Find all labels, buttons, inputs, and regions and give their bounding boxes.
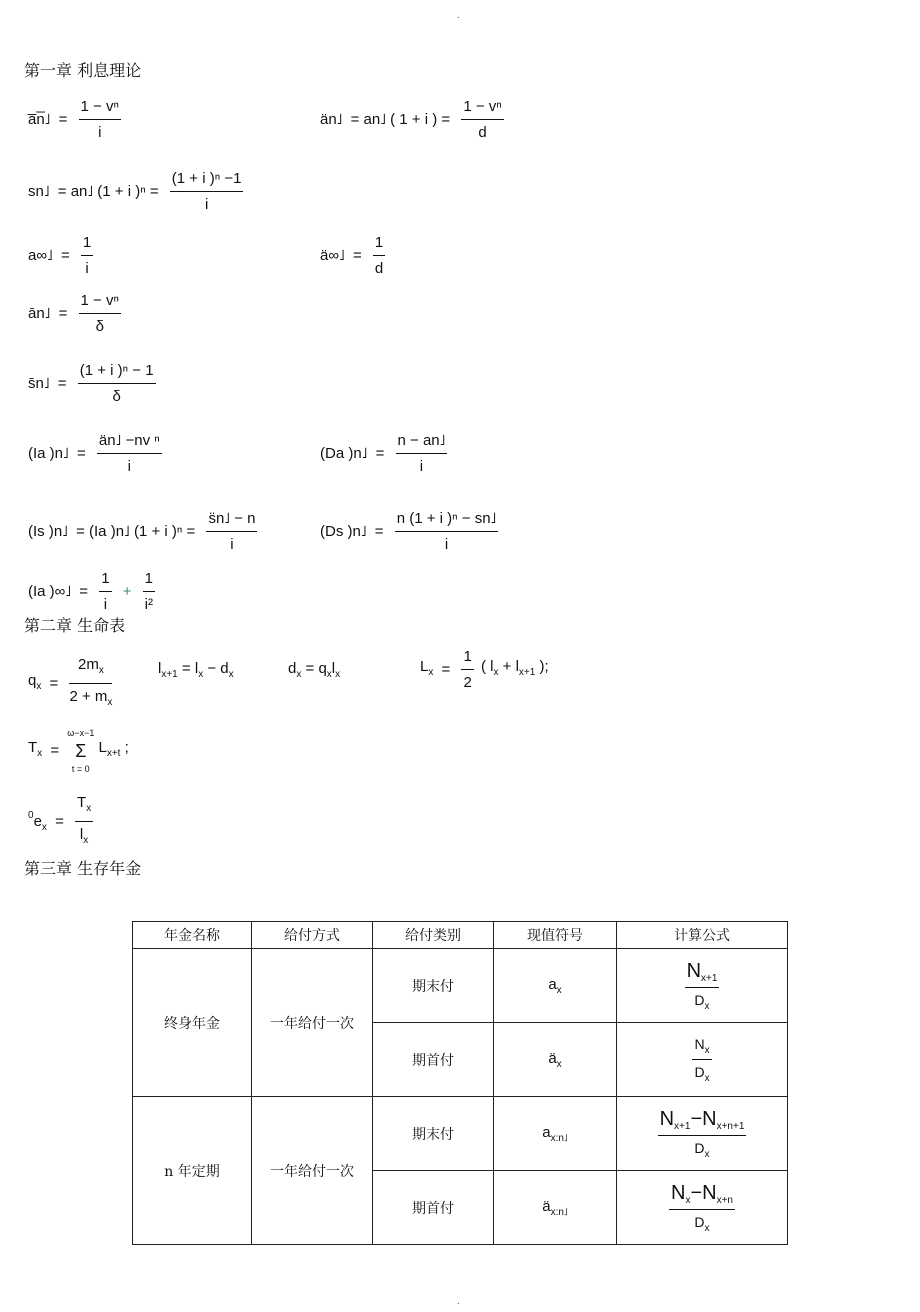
formula-cell: $\frac{N_{x+1}-N_{x+n+1}}{D_x}$: [617, 1097, 788, 1171]
formula-annuity-due: [320, 98, 507, 142]
page-bottom-dot: .: [457, 1296, 460, 1307]
formula-denominator: d: [374, 260, 384, 277]
annuity-name-cell: 终身年金: [133, 949, 252, 1097]
formula-lhs: (Ds )n˩: [320, 523, 367, 540]
formula-denominator: i: [103, 596, 108, 613]
formula-lhs: (Da )n˩: [320, 445, 368, 462]
column-header: 给付类别: [373, 922, 494, 949]
formula-denominator: δ: [95, 318, 104, 335]
formula-lhs: än˩: [320, 111, 343, 128]
formula-middle: = (Ia )n˩ (1 + i )ⁿ =: [76, 523, 196, 540]
chapter-2-heading: 第二章 生命表: [24, 616, 126, 635]
formula-denominator: δ: [112, 388, 121, 405]
formula-numerator: än˩ −nv ⁿ: [97, 432, 162, 454]
formula-lhs: (Ia )n˩: [28, 445, 69, 462]
formula-lhs: s̄n˩: [28, 375, 50, 392]
formula-cell: $\frac{N_{x+1}}{D_x}$: [617, 949, 788, 1023]
formula-lhs: a̅n̅˩: [28, 111, 51, 128]
formula-numerator: 1 − vⁿ: [461, 98, 503, 120]
formula-lhs: (Ia )∞˩: [28, 583, 72, 600]
formula-lhs: sn˩: [28, 183, 50, 200]
formula-dx: $d_x = q_xl_x$: [288, 660, 341, 680]
formula-denominator: i: [127, 458, 131, 475]
column-header: 年金名称: [133, 922, 252, 949]
payment-category-cell: 期末付: [373, 949, 494, 1023]
formula-numerator: 1: [81, 234, 93, 256]
formula-numerator: s̈n˩ − n: [206, 510, 257, 532]
formula-Lx: $L_x$ = $\frac{1}{2}$ ( $l_x + l_{x+1}$ );: [420, 648, 549, 691]
formula-cell: $\frac{N_x-N_{x+n}}{D_x}$: [617, 1171, 788, 1245]
formula-perpetuity-due: ä∞˩ = $\frac{1}{d}$: [320, 234, 384, 277]
formula-middle: =: [79, 583, 89, 600]
payment-category-cell: 期首付: [373, 1023, 494, 1097]
formula-increasing-accumulation: [28, 510, 260, 554]
formula-decreasing-accumulation: (Ds )n˩ = $\frac{\text{n (1 + i )ⁿ − sn˩}}{i}$: [320, 510, 497, 553]
formula-lhs: (Is )n˩: [28, 523, 68, 540]
table-row: [133, 949, 788, 1023]
formula-lhs: ān˩: [28, 305, 51, 322]
formula-middle: = an˩ (1 + i )ⁿ =: [57, 183, 159, 200]
sigma-icon: Σ: [75, 741, 87, 761]
payment-method-cell: 一年给付一次: [252, 949, 373, 1097]
formula-lx-plus-1: $l_{x+1} = l_x - d_x$: [158, 660, 234, 680]
table-row: [133, 1097, 788, 1171]
present-value-symbol-cell: $ä_{x:n˩}$: [494, 1171, 617, 1245]
column-header: 现值符号: [494, 922, 617, 949]
annuity-name-cell: n 年定期: [133, 1097, 252, 1245]
present-value-symbol-cell: $a_{x:n˩}$: [494, 1097, 617, 1171]
payment-method-cell: 一年给付一次: [252, 1097, 373, 1245]
present-value-symbol-cell: $a_x$: [494, 949, 617, 1023]
formula-numerator: 1 − vⁿ: [79, 98, 121, 120]
formula-numerator: n − an˩: [396, 432, 448, 454]
formula-life-expectancy: $^0e_x$ = $\frac{T_x}{l_x}$: [28, 794, 92, 846]
formula-numerator: 1: [373, 234, 385, 256]
formula-accumulated-value: [28, 170, 246, 214]
formula-lhs: a∞˩: [28, 247, 53, 264]
formula-middle: = an˩ ( 1 + i ) =: [350, 111, 451, 128]
formula-denominator: i: [419, 458, 424, 475]
formula-denominator: i: [204, 196, 209, 213]
payment-category-cell: 期末付: [373, 1097, 494, 1171]
formula-increasing-annuity: (Ia )n˩ = $\frac{\text{än˩ −nv ⁿ}}{i}$: [28, 432, 160, 475]
formula-numerator-2: 1: [143, 570, 155, 592]
formula-numerator: 1 − vⁿ: [79, 292, 121, 314]
formula-continuous-annuity: ān˩ = $\frac{\text{1 − vⁿ}}{\delta}$: [28, 292, 119, 335]
chapter-1-heading: 第一章 利息理论: [24, 61, 142, 80]
present-value-symbol-cell: $ä_x$: [494, 1023, 617, 1097]
formula-numerator: 1: [99, 570, 111, 592]
formula-lhs: ä∞˩: [320, 247, 345, 264]
payment-category-cell: 期首付: [373, 1171, 494, 1245]
formula-cell: $\frac{N_x}{D_x}$: [617, 1023, 788, 1097]
formula-denominator: i: [98, 124, 102, 141]
formula-increasing-perpetuity: (Ia )∞˩ = $\frac{1}{i}$ + $\frac{1}{\text{i²}}$: [28, 570, 154, 613]
formula-qx: $q_x$ = $\frac{2m_x}{2 + m_x}$: [28, 656, 113, 708]
page-top-dot: .: [457, 10, 460, 21]
formula-denominator: i: [230, 536, 234, 553]
column-header: 计算公式: [617, 922, 788, 949]
formula-perpetuity-immediate: a∞˩ = $\frac{1}{i}$: [28, 234, 92, 277]
formula-numerator: n (1 + i )ⁿ − sn˩: [395, 510, 499, 532]
formula-denominator-2: i²: [144, 596, 153, 613]
chapter-3-heading: 第三章 生存年金: [24, 859, 142, 878]
formula-numerator: (1 + i )ⁿ − 1: [78, 362, 156, 384]
table-header-row: [133, 922, 788, 949]
formula-numerator: (1 + i )ⁿ −1: [170, 170, 244, 192]
column-header: 给付方式: [252, 922, 373, 949]
formula-denominator: d: [478, 124, 487, 141]
annuity-table: [132, 921, 788, 1245]
formula-decreasing-annuity: (Da )n˩ = $\frac{n - an˩}{i}$: [320, 432, 446, 475]
formula-continuous-accumulation: s̄n˩ = $\frac{\text{(1 + i )ⁿ − 1}}{\delta}$: [28, 362, 154, 405]
formula-annuity-immediate: a̅n̅˩ = $\frac{\text{1 − vⁿ}}{i}$: [28, 98, 119, 141]
formula-denominator: i: [85, 260, 89, 277]
formula-Tx: $T_x$ = ω−x−1 Σ t = 0 $L_{x+t}$ ;: [28, 728, 129, 774]
formula-denominator: i: [444, 536, 449, 553]
